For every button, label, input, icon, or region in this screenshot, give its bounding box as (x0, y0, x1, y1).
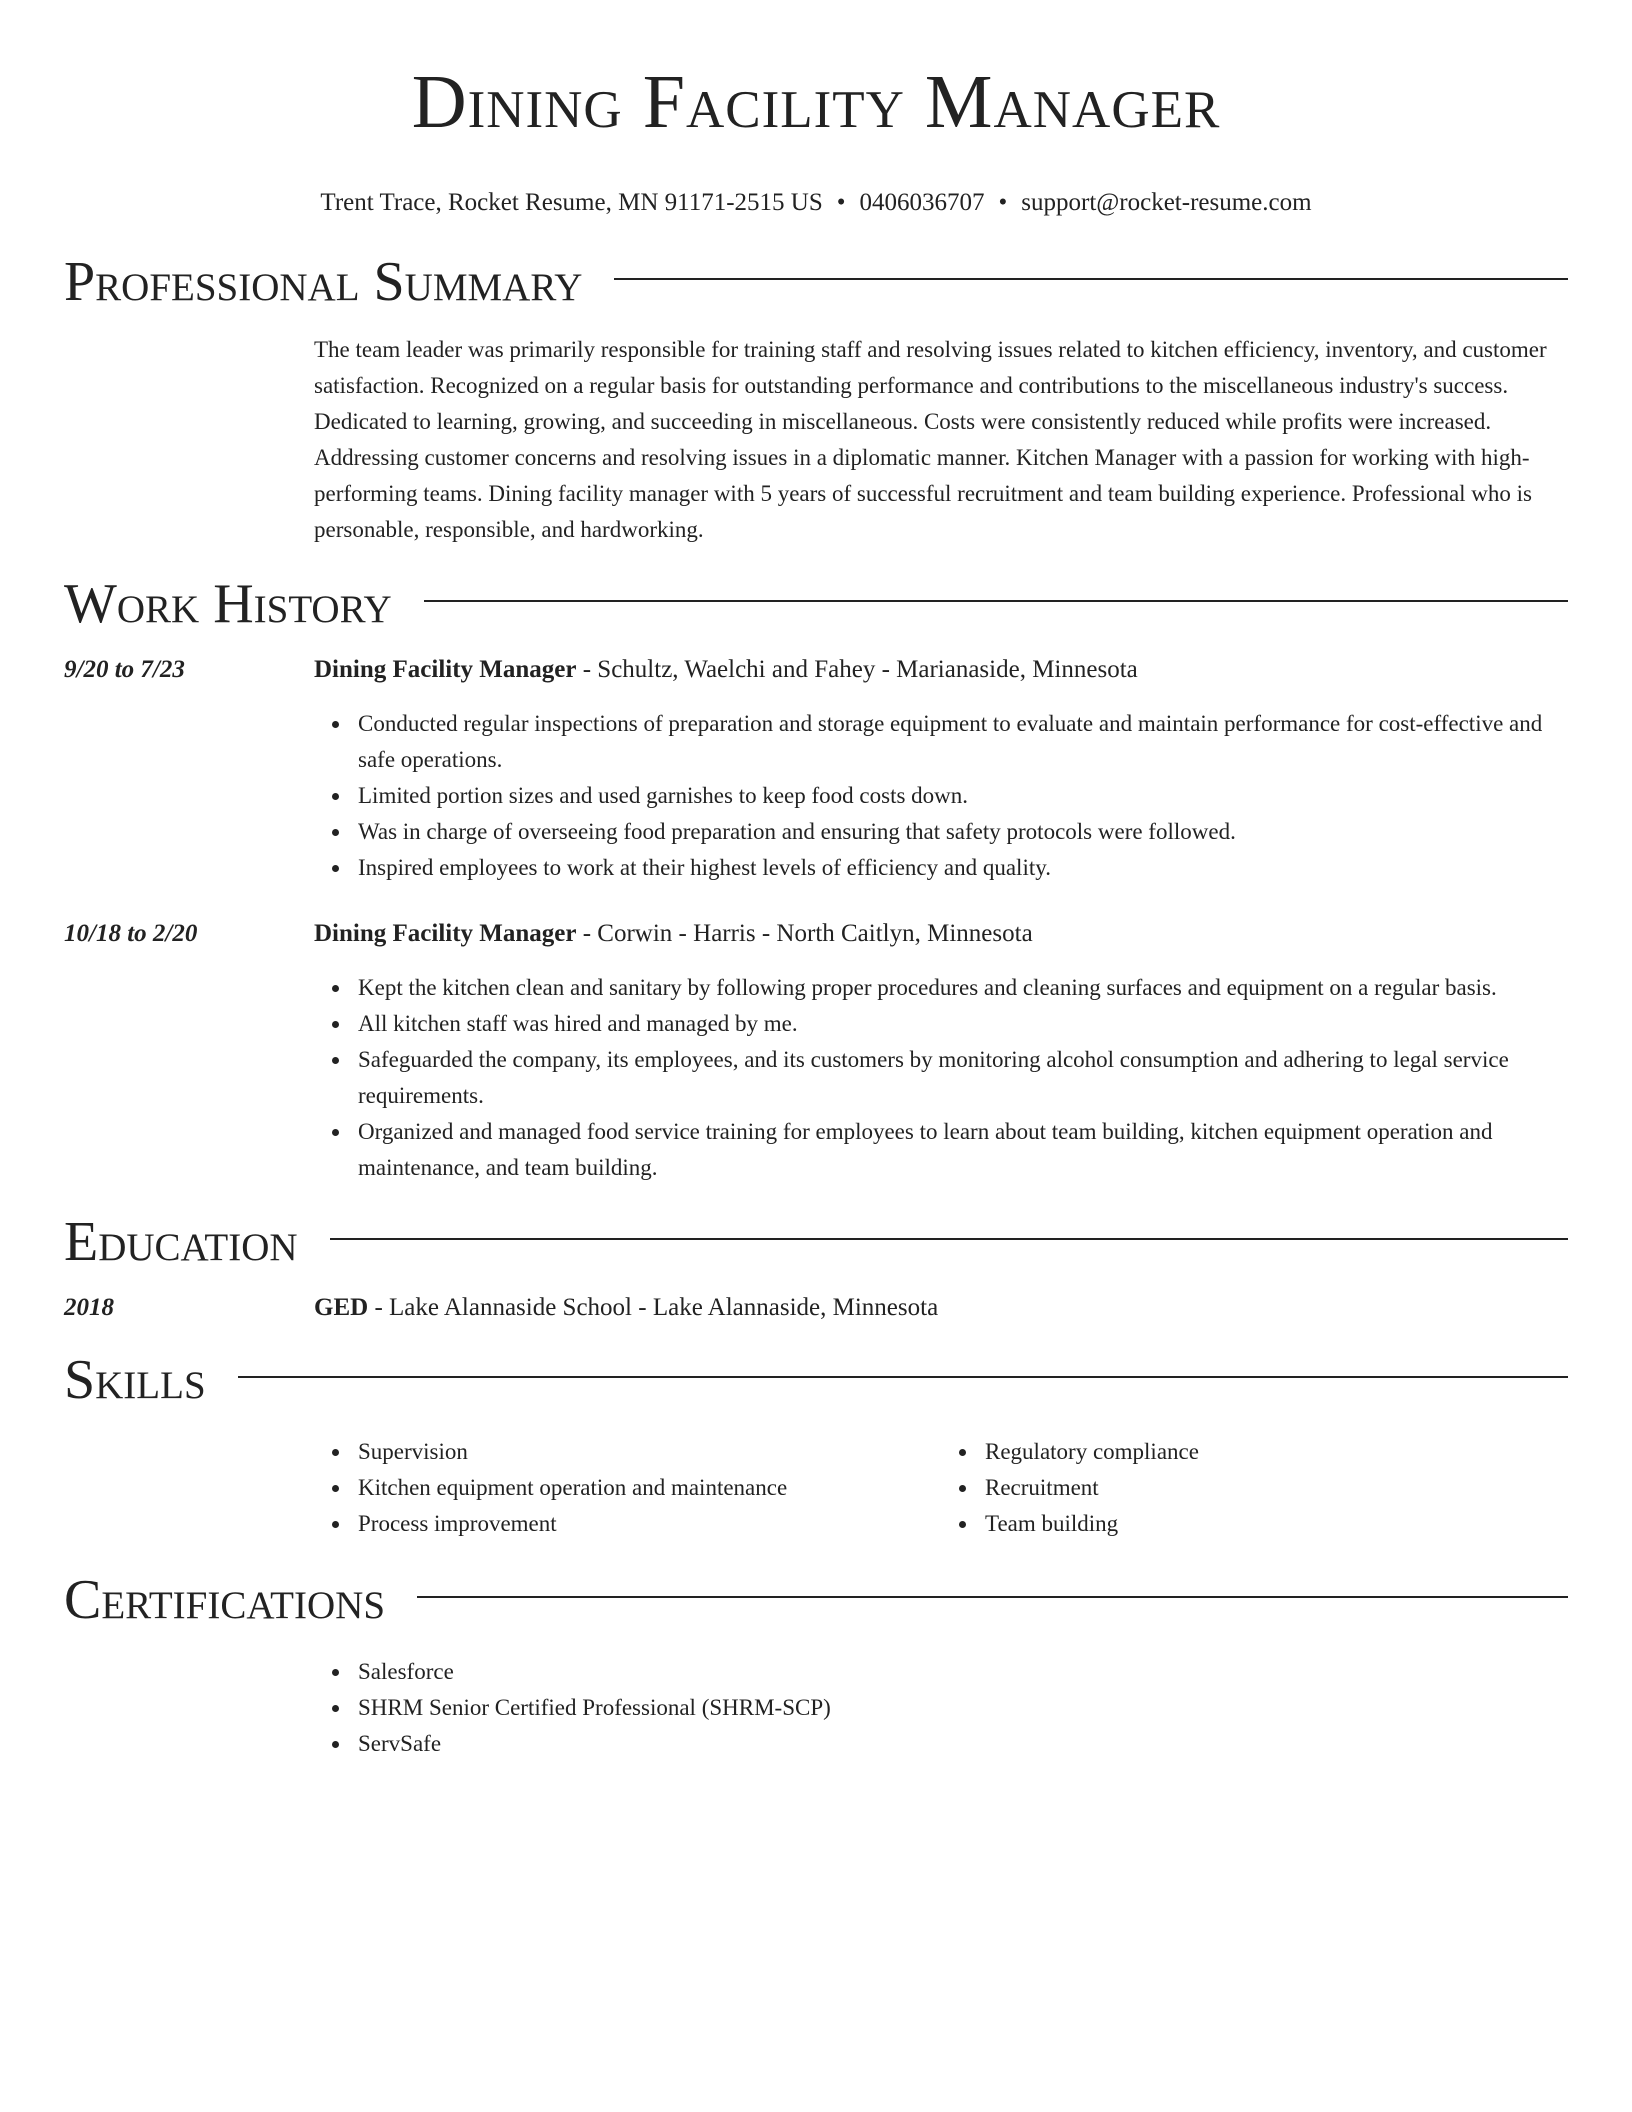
summary-text: The team leader was primarily responsible for training staff and resolving issues related to kitchen efficiency, inventory, and customer satisfaction. Recognized on a regular basis for outstanding performance and contributions to the miscellaneous industry's success. Dedicated to learning, growing, and succeeding in miscellaneous. Costs were consistently reduced while profits were increased. Addressing customer concerns and resolving issues in a diplomatic manner. Kitchen Manager with a passion for working with high-performing teams. Dining facility manager with 5 years of successful recruitment and team building experience. Professional who is personable, responsible, and hardworking. (314, 337, 1547, 542)
certification-item: SHRM Senior Certified Professional (SHRM-SCP) (358, 1690, 1568, 1726)
skill-item: Kitchen equipment operation and maintenance (358, 1470, 941, 1506)
skill-item: Team building (985, 1506, 1568, 1542)
certification-item: Salesforce (358, 1654, 1568, 1690)
job-bullet: Organized and managed food service training for employees to learn about team building, kitchen equipment operation and maintenance, and team building. (358, 1114, 1568, 1186)
section-divider (330, 1238, 1568, 1240)
contact-email: support@rocket-resume.com (1021, 189, 1312, 216)
work-history-section (64, 568, 1568, 1186)
skill-item: Regulatory compliance (985, 1434, 1568, 1470)
education-year: 2018 (64, 1294, 114, 1321)
certification-item: ServSafe (358, 1726, 1568, 1762)
job-bullet: Safeguarded the company, its employees, and its customers by monitoring alcohol consumption and adhering to legal service requirements. (358, 1042, 1568, 1114)
education-degree: GED (314, 1294, 369, 1321)
job-dates: 9/20 to 7/23 (64, 656, 185, 683)
work-history-heading: Work History (64, 573, 392, 635)
job-heading (314, 652, 1568, 688)
education-section-header (64, 1206, 1568, 1278)
contact-separator: • (998, 189, 1008, 216)
education-entry (64, 1290, 1568, 1326)
skills-heading: Skills (64, 1349, 206, 1411)
skill-item: Supervision (358, 1434, 941, 1470)
section-divider (614, 278, 1568, 280)
education-school: - Lake Alannaside School - Lake Alannaside, Minnesota (368, 1294, 939, 1321)
certifications-list (314, 1654, 1568, 1762)
certifications-heading: Certifications (64, 1569, 386, 1631)
certifications-section (64, 1564, 1568, 1762)
contact-phone: 0406036707 (859, 189, 985, 216)
contact-line (64, 186, 1568, 220)
skill-item: Recruitment (985, 1470, 1568, 1506)
skills-column-left (314, 1434, 941, 1542)
contact-address: Trent Trace, Rocket Resume, MN 91171-2515 US (320, 189, 823, 216)
job-bullet: Was in charge of overseeing food preparation and ensuring that safety protocols were followed. (358, 814, 1568, 850)
skills-section-header (64, 1344, 1568, 1416)
certifications-section-header (64, 1564, 1568, 1636)
job-bullets (314, 970, 1568, 1186)
job-entry (64, 652, 1568, 886)
job-bullet: Kept the kitchen clean and sanitary by following proper procedures and cleaning surfaces and equipment on a regular basis. (358, 970, 1568, 1006)
section-divider (417, 1596, 1568, 1598)
summary-heading: Professional Summary (64, 251, 583, 313)
job-employer: - Schultz, Waelchi and Fahey - Marianaside, Minnesota (576, 656, 1138, 683)
skills-grid (314, 1434, 1568, 1542)
job-dates: 10/18 to 2/20 (64, 920, 198, 947)
job-heading (314, 916, 1568, 952)
skill-item: Process improvement (358, 1506, 941, 1542)
job-entry (64, 916, 1568, 1186)
contact-separator: • (836, 189, 846, 216)
education-heading-line (314, 1290, 1568, 1326)
education-heading: Education (64, 1211, 298, 1273)
skills-column-right (941, 1434, 1568, 1542)
section-divider (424, 600, 1568, 602)
job-employer: - Corwin - Harris - North Caitlyn, Minnesota (576, 920, 1033, 947)
job-bullet: Limited portion sizes and used garnishes to keep food costs down. (358, 778, 1568, 814)
job-title: Dining Facility Manager (314, 656, 577, 683)
job-title: Dining Facility Manager (314, 920, 577, 947)
education-section (64, 1206, 1568, 1326)
job-bullet: Conducted regular inspections of preparation and storage equipment to evaluate and maintain performance for cost-effective and safe operations. (358, 706, 1568, 778)
summary-section-header (64, 246, 1568, 318)
summary-section (64, 246, 1568, 548)
section-divider (238, 1376, 1568, 1378)
job-bullet: All kitchen staff was hired and managed by me. (358, 1006, 1568, 1042)
skills-section (64, 1344, 1568, 1542)
resume-title: Dining Facility Manager (411, 60, 1221, 144)
work-history-section-header (64, 568, 1568, 640)
job-bullets (314, 706, 1568, 886)
job-bullet: Inspired employees to work at their highest levels of efficiency and quality. (358, 850, 1568, 886)
